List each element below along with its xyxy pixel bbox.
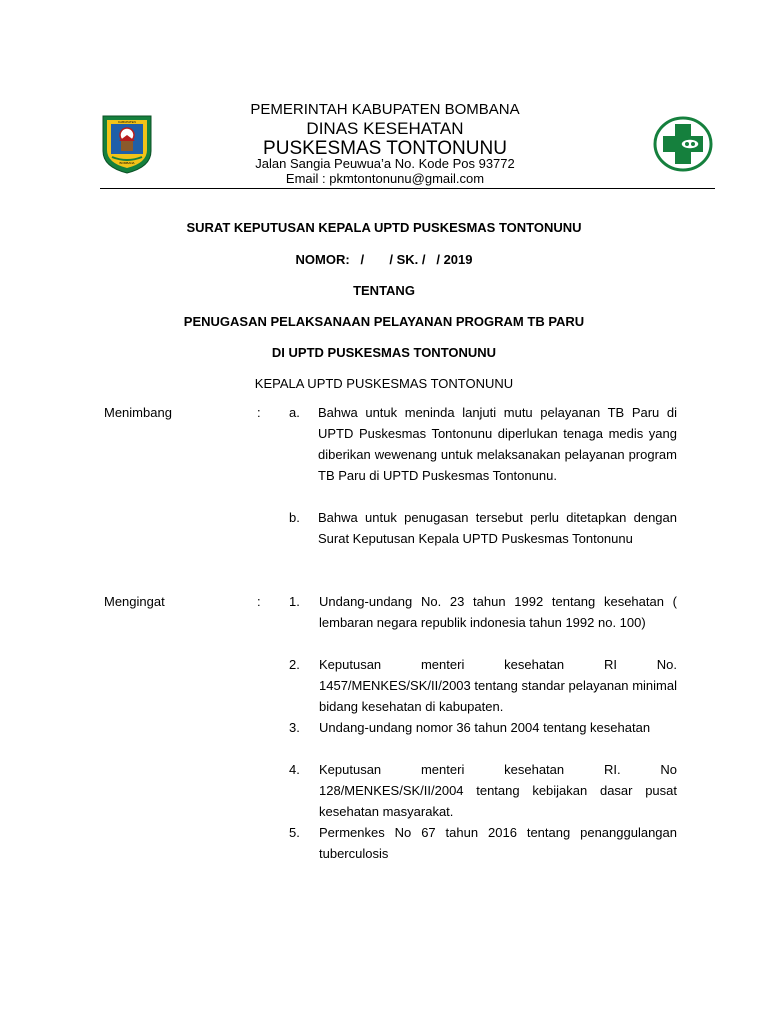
decree-issuer: KEPALA UPTD PUSKESMAS TONTONUNU [254,376,514,391]
logo-left-text-bottom: BOMBANA [119,161,135,165]
letterhead-department: DINAS KESEHATAN [306,119,464,138]
menimbang-colon: : [257,405,261,420]
letterhead-government: PEMERINTAH KABUPATEN BOMBANA [250,101,520,118]
mengingat-item-1: Undang-undang No. 23 tahun 1992 tentang kesehatan ( lembaran negara republik indonesia tahun 1992 no. 100) [319,594,677,630]
logo-left-text-top: KABUPATEN [118,120,136,124]
letterhead-institution: PUSKESMAS TONTONUNU [263,138,507,159]
letterhead-address: Jalan Sangia Peuwua’a No. Kode Pos 93772 [255,156,515,171]
letterhead-divider [100,188,715,189]
mengingat-label: Mengingat [104,594,165,609]
menimbang-marker-a: a. [289,405,300,420]
mengingat-marker-1: 1. [289,594,300,609]
menimbang-marker-b: b. [289,510,300,525]
puskesmas-cross-logo-icon [653,116,713,172]
decree-title: SURAT KEPUTUSAN KEPALA UPTD PUSKESMAS TONTONUNU [186,220,582,235]
decree-number: NOMOR: / / SK. / / 2019 [295,252,473,267]
mengingat-marker-5: 5. [289,825,300,840]
bombana-regency-emblem-icon [100,113,154,175]
mengingat-item-4: Keputusan menteri kesehatan RI. No 128/MENKES/SK/II/2004 tentang kebijakan dasar pusat kesehatan masyarakat. [319,762,677,819]
decree-subject-line-1: PENUGASAN PELAKSANAAN PELAYANAN PROGRAM TB PARU [183,314,585,329]
letterhead-email: Email : pkmtontonunu@gmail.com [285,171,485,186]
mengingat-marker-3: 3. [289,720,300,735]
menimbang-item-a: Bahwa untuk meninda lanjuti mutu pelayanan TB Paru di UPTD Puskesmas Tontonunu diperlukan tenaga medis yang diberikan wewenang untuk melaksanakan pelayanan program TB Paru di UPTD Puskesmas Tontonunu. [318,405,677,483]
menimbang-label: Menimbang [104,405,172,420]
mengingat-marker-2: 2. [289,657,300,672]
decree-subject-line-2: DI UPTD PUSKESMAS TONTONUNU [271,345,497,360]
decree-about: TENTANG [353,283,415,298]
menimbang-item-b: Bahwa untuk penugasan tersebut perlu ditetapkan dengan Surat Keputusan Kepala UPTD Puskesmas Tontonunu [318,510,677,546]
mengingat-colon: : [257,594,261,609]
mengingat-marker-4: 4. [289,762,300,777]
mengingat-item-5: Permenkes No 67 tahun 2016 tentang penanggulangan tuberculosis [319,825,677,861]
mengingat-item-2: Keputusan menteri kesehatan RI No. 1457/MENKES/SK/II/2003 tentang standar pelayanan minimal bidang kesehatan di kabupaten. [319,657,677,714]
mengingat-item-3: Undang-undang nomor 36 tahun 2004 tentang kesehatan [319,720,651,735]
